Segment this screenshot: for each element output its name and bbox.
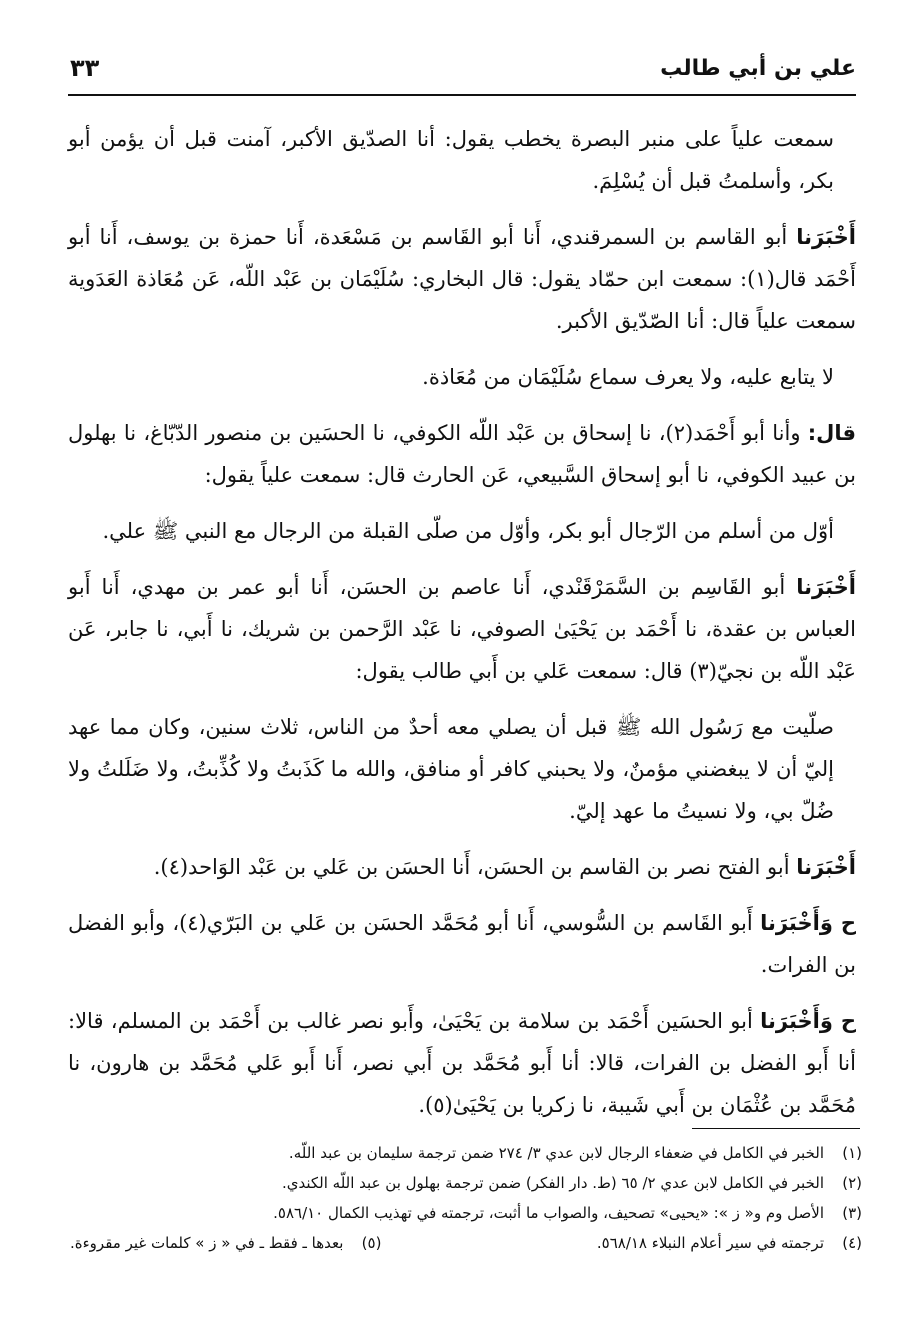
footnote-text: بعدها ـ فقط ـ في « ز » كلمات غير مقروءة. — [70, 1234, 344, 1252]
paragraph — [68, 706, 856, 832]
footnote-row — [70, 1228, 862, 1258]
paragraph-text: وأنا أبو أَحْمَد(٢)، نا إسحاق بن عَبْد اللّه الكوفي، نا الحسَين بن منصور الدّبّاغ، نا بهلول بن عبيد الكوفي، نا أبو إسحاق السَّبيعي، عَن الحارث قال: سمعت علياً يقول: — [68, 421, 856, 487]
running-title: علي بن أبي طالب — [660, 56, 856, 81]
footnote-text: ترجمته في سير أعلام النبلاء ٥٦٨/١٨. — [596, 1234, 824, 1252]
footnote-separator — [692, 1128, 860, 1129]
paragraph-text: أوّل من أسلم من الرّجال أبو بكر، وأوّل من صلّى القبلة من الرجال مع النبي ﷺ علي. — [102, 519, 834, 543]
footnote — [597, 1228, 862, 1258]
page-number: ٣٣ — [70, 54, 100, 82]
footnote-number: (٣) — [842, 1204, 862, 1222]
paragraph-text: سمعت علياً على منبر البصرة يخطب يقول: أنا الصدّيق الأكبر، آمنت قبل أن يؤمن أبو بكر، وأسلمتُ قبل أن يُسْلِمَ. — [68, 127, 834, 193]
footnote-number: (١) — [842, 1144, 862, 1162]
paragraph — [68, 118, 856, 202]
footnote-text: الخبر في الكامل لابن عدي ٢/ ٦٥ (ط. دار الفكر) ضمن ترجمة بهلول بن عبد اللّه الكندي. — [281, 1174, 824, 1192]
paragraph-text: لا يتابع عليه، ولا يعرف سماع سُلَيْمَان من مُعَاذة. — [422, 365, 834, 389]
footnote-number: (٢) — [842, 1174, 862, 1192]
paragraph — [68, 902, 856, 986]
paragraph — [68, 510, 856, 552]
paragraph — [68, 846, 856, 888]
paragraph-text: أَبو القَاسم بن السُّوسي، أَنا أبو مُحَمَّد الحسَن بن عَلي بن البَرّي(٤)، وأبو الفضل بن الفرات. — [68, 911, 856, 977]
footnotes — [70, 1138, 862, 1258]
paragraph-text: أبو القَاسِم بن السَّمَرْقَنْدي، أَنا عاصم بن الحسَن، أَنا أبو عمر بن مهدي، أَنا أَبو العباس بن عقدة، نا أَحْمَد بن يَحْيَىٰ الصوفي، نا عَبْد الرَّحمن بن شريك، نا أَبي، نا جابر، عَن عَبْد اللّه بن نجيّ(٣) قال: سمعت عَلي بن أَبي طالب يقول: — [68, 575, 856, 683]
paragraph-text: أبو القاسم بن السمرقندي، أَنا أبو القَاسم بن مَسْعَدة، أَنا حمزة بن يوسف، أَنا أبو أَحْمَد قال(١): سمعت ابن حمّاد يقول: قال البخاري: سُلَيْمَان بن عَبْد اللّه، عَن مُعَاذة العَدَوية سمعت علياً قال: أنا الصّدّيق الأكبر. — [68, 225, 856, 333]
paragraph-text: أبو الفتح نصر بن القاسم بن الحسَن، أَنا الحسَن بن عَلي بن عَبْد الوَاحد(٤). — [153, 855, 797, 879]
page-header — [68, 54, 856, 96]
paragraph — [68, 412, 856, 496]
main-text — [68, 118, 856, 1140]
paragraph-lead: ح وَأَخْبَرَنا — [760, 1009, 856, 1033]
paragraph — [68, 566, 856, 692]
paragraph — [68, 356, 856, 398]
paragraph — [68, 1000, 856, 1126]
paragraph-lead: أَخْبَرَنا — [796, 225, 856, 249]
footnote — [70, 1138, 862, 1168]
paragraph — [68, 216, 856, 342]
footnote — [70, 1168, 862, 1198]
paragraph-lead: أَخْبَرَنا — [796, 855, 856, 879]
paragraph-text: أبو الحسَين أَحْمَد بن سلامة بن يَحْيَىٰ، وأَبو نصر غالب بن أَحْمَد بن المسلم، قالا: أنا أَبو الفضل بن الفرات، قالا: أنا أَبو مُحَمَّد بن أَبي نصر، أَنا أَبو عَلي مُحَمَّد بن هارون، نا مُحَمَّد بن عُثْمَان بن أَبي شَيبة، نا زكريا بن يَحْيَىٰ(٥). — [68, 1009, 856, 1117]
footnote-text: الخبر في الكامل في ضعفاء الرجال لابن عدي ٣/ ٢٧٤ ضمن ترجمة سليمان بن عبد اللّه. — [288, 1144, 824, 1162]
paragraph-text: صلّيت مع رَسُول الله ﷺ قبل أن يصلي معه أحدٌ من الناس، ثلاث سنين، وكان مما عهد إليّ أن لا يبغضني مؤمنٌ، ولا يحبني كافر أو منافق، والله ما كَذَبتُ ولا كُذِّبتُ، ولا ضَلَلتُ ولا ضُلّ بي، ولا نسيتُ ما عهد إليّ. — [68, 715, 834, 823]
footnote-text: الأصل وم و« ز »: «يحيى» تصحيف، والصواب ما أثبت، ترجمته في تهذيب الكمال ٥٨٦/١٠. — [273, 1204, 824, 1222]
footnote — [70, 1228, 381, 1258]
footnote — [70, 1198, 862, 1228]
paragraph-lead: أَخْبَرَنا — [796, 575, 856, 599]
paragraph-lead: قال: — [807, 421, 857, 445]
paragraph-lead: ح وَأَخْبَرَنا — [760, 911, 856, 935]
footnote-number: (٥) — [361, 1234, 382, 1252]
footnote-number: (٤) — [842, 1234, 862, 1252]
